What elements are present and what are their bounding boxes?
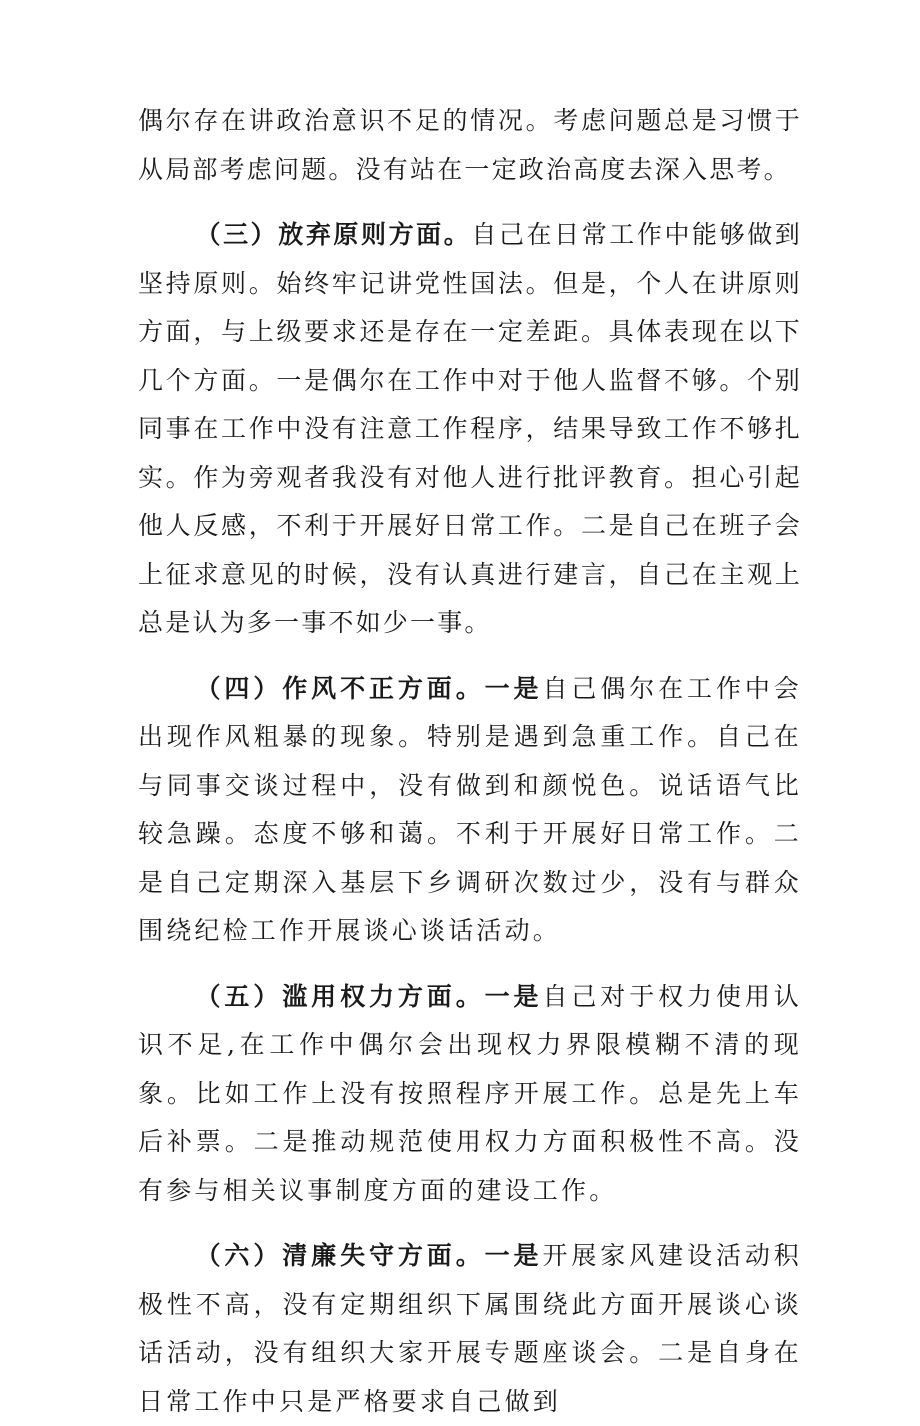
section-heading-6: （六）清廉失守方面。: [195, 1241, 485, 1270]
paragraph-section-5: [138, 973, 802, 1216]
paragraph-section-3: [138, 211, 802, 648]
section-heading-3: （三）放弃原则方面。: [195, 220, 472, 249]
section-lead-4: 一是: [484, 673, 543, 703]
section-heading-4: （四）作风不正方面。: [195, 673, 485, 703]
paragraph-section-4: [138, 665, 802, 956]
paragraph-text: 自己对于权力使用认识不足,在工作中偶尔会出现权力界限模糊不清的现象。比如工作上没有按照程序开展工作。总是先上车后补票。二是推动规范使用权力方面积极性不高。没有参与相关议事制度方面的建设工作。: [138, 981, 802, 1205]
section-lead-6: 一是: [484, 1241, 543, 1270]
paragraph-text: 开展家风建设活动积极性不高，没有定期组织下属围绕此方面开展谈心谈话活动，没有组织大家开展专题座谈会。二是自身在日常工作中只是严格要求自己做到: [138, 1241, 802, 1416]
section-heading-5: （五）滥用权力方面。: [195, 981, 485, 1011]
paragraph-text: 自己偶尔在工作中会出现作风粗暴的现象。特别是遇到急重工作。自己在与同事交谈过程中，没有做到和颜悦色。说话语气比较急躁。态度不够和蔼。不利于开展好日常工作。二是自己定期深入基层下乡调研次数过少，没有与群众围绕纪检工作开展谈心谈话活动。: [138, 673, 802, 945]
section-lead-5: 一是: [484, 981, 543, 1011]
paragraph-continuation: [138, 97, 802, 194]
paragraph-section-6: [138, 1232, 802, 1426]
paragraph-text: 偶尔存在讲政治意识不足的情况。考虑问题总是习惯于从局部考虑问题。没有站在一定政治高度去深入思考。: [138, 106, 802, 184]
paragraph-text: 自己在日常工作中能够做到坚持原则。始终牢记讲党性国法。但是，个人在讲原则方面，与上级要求还是存在一定差距。具体表现在以下几个方面。一是偶尔在工作中对于他人监督不够。个别同事在工作中没有注意工作程序，结果导致工作不够扎实。作为旁观者我没有对他人进行批评教育。担心引起他人反感，不利于开展好日常工作。二是自己在班子会上征求意见的时候，没有认真进行建言，自己在主观上总是认为多一事不如少一事。: [138, 220, 802, 637]
